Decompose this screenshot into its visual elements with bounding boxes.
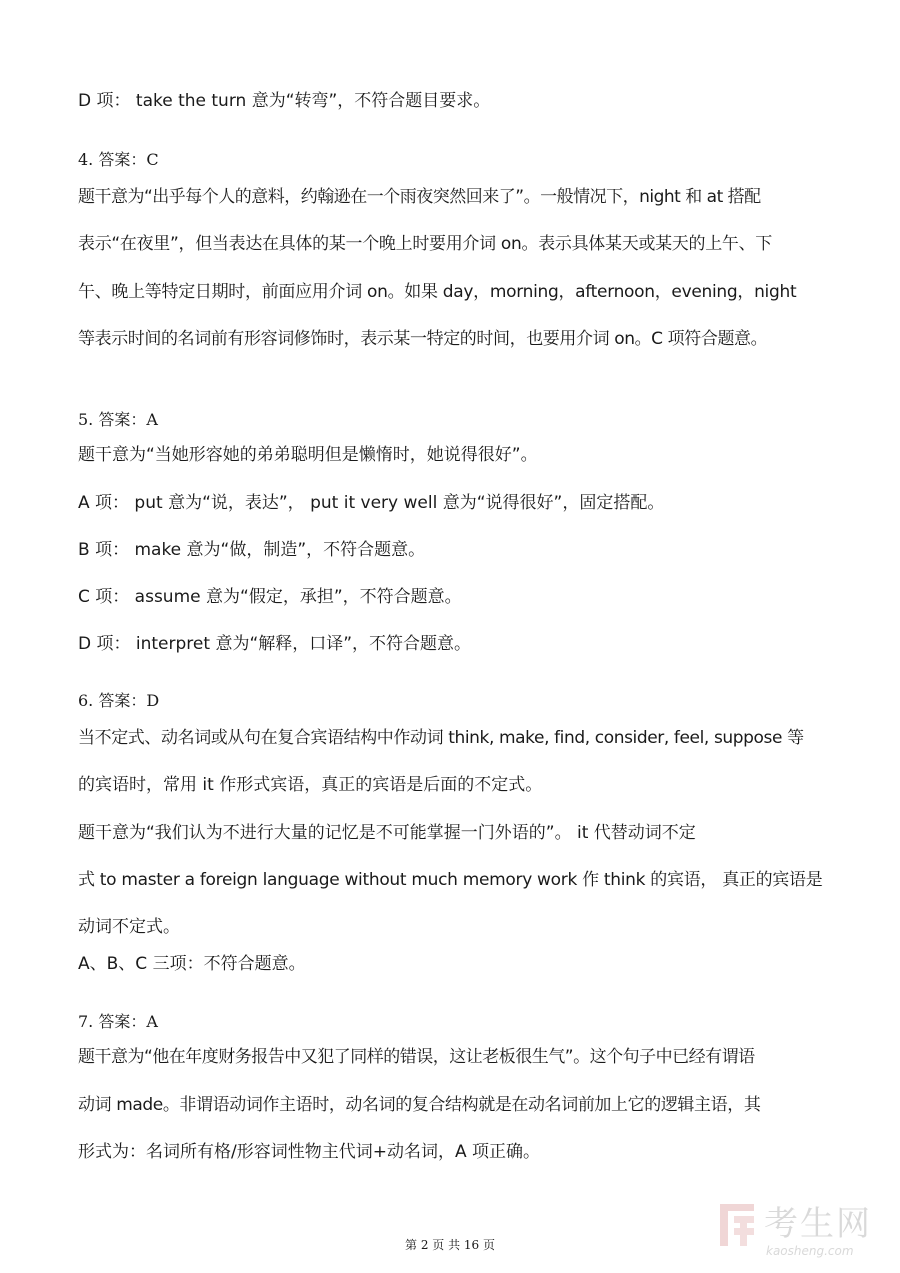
q5-answer-heading: 5. 答案：A — [78, 410, 158, 429]
q4-text-line-1: 题干意为“出乎每个人的意料，约翰逊在一个雨夜突然回来了”。一般情况下，night 和 at 搭配 — [78, 187, 761, 207]
q6-text-line-2: 的宾语时，常用 it 作形式宾语，真正的宾语是后面的不定式。 — [78, 775, 543, 795]
q6-text-line-1: 当不定式、动名词或从句在复合宾语结构中作动词 think, make, find, consider, feel, suppose 等 — [78, 728, 804, 748]
q5-option-a: A 项： put 意为“说，表达”， put it very well 意为“说得很好”，固定搭配。 — [78, 493, 665, 513]
watermark — [716, 1202, 886, 1262]
q4-text-line-2: 表示“在夜里”，但当表达在具体的某一个晚上时要用介词 on。表示具体某天或某天的上午、下 — [78, 234, 772, 254]
q6-text-line-3: 题干意为“我们认为不进行大量的记忆是不可能掌握一门外语的”。 it 代替动词不定 — [78, 823, 696, 843]
watermark-url: kaosheng.com — [766, 1244, 854, 1258]
q6-answer-heading: 6. 答案：D — [78, 691, 160, 710]
q6-text-line-4: 式 to master a foreign language without much memory work 作 think 的宾语， 真正的宾语是 — [78, 870, 823, 890]
line-d-option: D 项： take the turn 意为“转弯”，不符合题目要求。 — [78, 91, 491, 111]
q5-option-c: C 项： assume 意为“假定，承担”，不符合题意。 — [78, 587, 462, 607]
q6-text-line-5: 动词不定式。 — [78, 917, 180, 937]
q5-text-line-1: 题干意为“当她形容她的弟弟聪明但是懒惰时，她说得很好”。 — [78, 445, 538, 465]
q4-text-line-4: 等表示时间的名词前有形容词修饰时，表示某一特定的时间，也要用介词 on。C 项符合题意。 — [78, 329, 768, 349]
q6-text-line-6: A、B、C 三项：不符合题意。 — [78, 954, 306, 974]
q7-text-line-1: 题干意为“他在年度财务报告中又犯了同样的错误，这让老板很生气”。这个句子中已经有谓语 — [78, 1047, 755, 1067]
q4-text-line-3: 午、晚上等特定日期时，前面应用介词 on。如果 day，morning，afternoon，evening，night — [78, 282, 797, 302]
q5-option-d: D 项： interpret 意为“解释，口译”，不符合题意。 — [78, 634, 472, 654]
page-number-footer: 第 2 页 共 16 页 — [405, 1238, 495, 1252]
q7-text-line-2: 动词 made。非谓语动词作主语时，动名词的复合结构就是在动名词前加上它的逻辑主语，其 — [78, 1095, 761, 1115]
q7-text-line-3: 形式为：名词所有格/形容词性物主代词+动名词，A 项正确。 — [78, 1142, 541, 1162]
q5-option-b: B 项： make 意为“做，制造”，不符合题意。 — [78, 540, 426, 560]
q7-answer-heading: 7. 答案：A — [78, 1012, 158, 1031]
watermark-logo-icon — [716, 1202, 758, 1248]
q4-answer-heading: 4. 答案：C — [78, 150, 159, 169]
watermark-name: 考生网 — [764, 1204, 872, 1244]
